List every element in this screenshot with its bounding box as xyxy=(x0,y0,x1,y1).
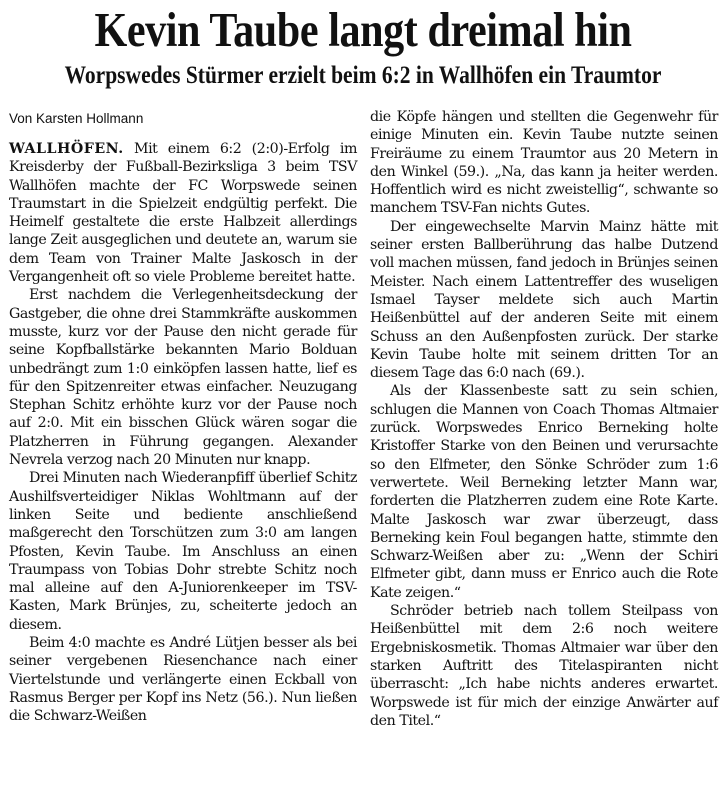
paragraph: Schröder betrieb nach tollem Steilpass von Heißenbüttel mit dem 2:6 noch weitere Ergebniskosmetik. Thomas Altmaier war über den starken Auftritt des Titelaspiranten nicht überrascht: „Ich habe nichts anderes erwartet. Worpswede ist für mich der einzige Anwärter auf den Titel.“ xyxy=(370,603,718,729)
paragraph: Als der Klassenbeste satt zu sein schien, schlugen die Mannen von Coach Thomas Altmaier zurück. Worpswedes Enrico Berneking holte Kristoffer Starke von den Beinen und verursachte so den Elfmeter, den Sönke Schröder zum 1:6 verwertete. Weil Berneking letzter Mann war, forderten die Platzherren zudem eine Rote Karte. Malte Jaskosch war zwar überzeugt, dass Berneking kein Foul begangen hatte, stimmte den Schwarz-Weißen aber zu: „Wenn der Schiri Elfmeter gibt, dann muss er Enrico auch die Rote Kate zeigen.“ xyxy=(370,383,718,601)
paragraph: Beim 4:0 machte es André Lütjen besser als bei seiner vergebenen Riesenchance nach einer Viertelstunde und verlängerte einen Eckball von Rasmus Berger per Kopf ins Netz (56.). Nun ließen die Schwarz-Weißen xyxy=(9,635,357,725)
headline: Kevin Taube langt dreimal hin xyxy=(94,2,632,57)
subheadline: Worpswedes Stürmer erzielt beim 6:2 in Wallhöfen ein Traumtor xyxy=(64,62,662,89)
paragraph: Drei Minuten nach Wiederanpfiff überlief Schitz Aushilfsverteidiger Niklas Wohltmann auf der linken Seite und bediente anschließend maßgerecht den Torschützen zum 3:0 am langen Pfosten, Kevin Taube. Im Anschluss an einen Traumpass von Tobias Dohr strebte Schitz noch mal alleine auf den A-Juniorenkeeper im TSV-Kasten, Mark Brünjes, zu, scheiterte jedoch an diesem. xyxy=(9,470,357,633)
paragraph: Der eingewechselte Marvin Mainz hätte mit seiner ersten Ballberührung das halbe Dutzend voll machen müssen, fand jedoch in Brünjes seinen Meister. Nach einem Lattentreffer des wuseligen Ismael Tayser meldete sich auch Martin Heißenbüttel auf der anderen Seite mit einem Schuss an den Außenpfosten zurück. Der starke Kevin Taube holte mit seinem dritten Tor an diesem Tage das 6:0 nach (69.). xyxy=(370,218,718,382)
paragraph: Erst nachdem die Verlegenheitsdeckung der Gastgeber, die ohne drei Stammkräfte auskommen musste, kurz vor der Pause den nicht gerade für seine Kopfballstärke bekannten Mario Bolduan unbedrängt zum 1:0 einköpfen lassen hatte, lief es für den Spitzenreiter etwas einfacher. Neuzugang Stephan Schitz erhöhte kurz vor der Pause noch auf 2:0. Mit ein bisschen Glück wären sogar die Platzherren in Führung gegangen. Alexander Nevrela verzog nach 20 Minuten nur knapp. xyxy=(9,287,357,469)
paragraph-text: Mit einem 6:2 (2:0)-Erfolg im Kreisderby der Fußball-Bezirksliga 3 beim TSV Wallhöfen machte der FC Worpswede seinen Traumstart in die Spielzeit endgültig perfekt. Die Heimelf gestaltete die erste Halbzeit allerdings lange Zeit ausgeglichen und deutete an, warum sie dem Team von Trainer Malte Jaskosch in der Vergangenheit oft so viele Probleme bereitet hatte. xyxy=(9,141,357,286)
article-column-left xyxy=(9,110,357,726)
dateline: WALLHÖFEN. xyxy=(9,141,124,157)
article-column-right xyxy=(370,108,718,730)
byline: Von Karsten Hollmann xyxy=(9,111,144,126)
paragraph: die Köpfe hängen und stellten die Gegenwehr für einige Minuten ein. Kevin Taube nutzte seinen Freiräume zu einem Traumtor aus 20 Metern in den Winkel (59.). „Na, das kann ja heiter werden. Hoffentlich wird es nicht zweistellig“, schwante so manchem TSV-Fan nichts Gutes. xyxy=(370,109,718,217)
paragraph xyxy=(9,140,357,286)
